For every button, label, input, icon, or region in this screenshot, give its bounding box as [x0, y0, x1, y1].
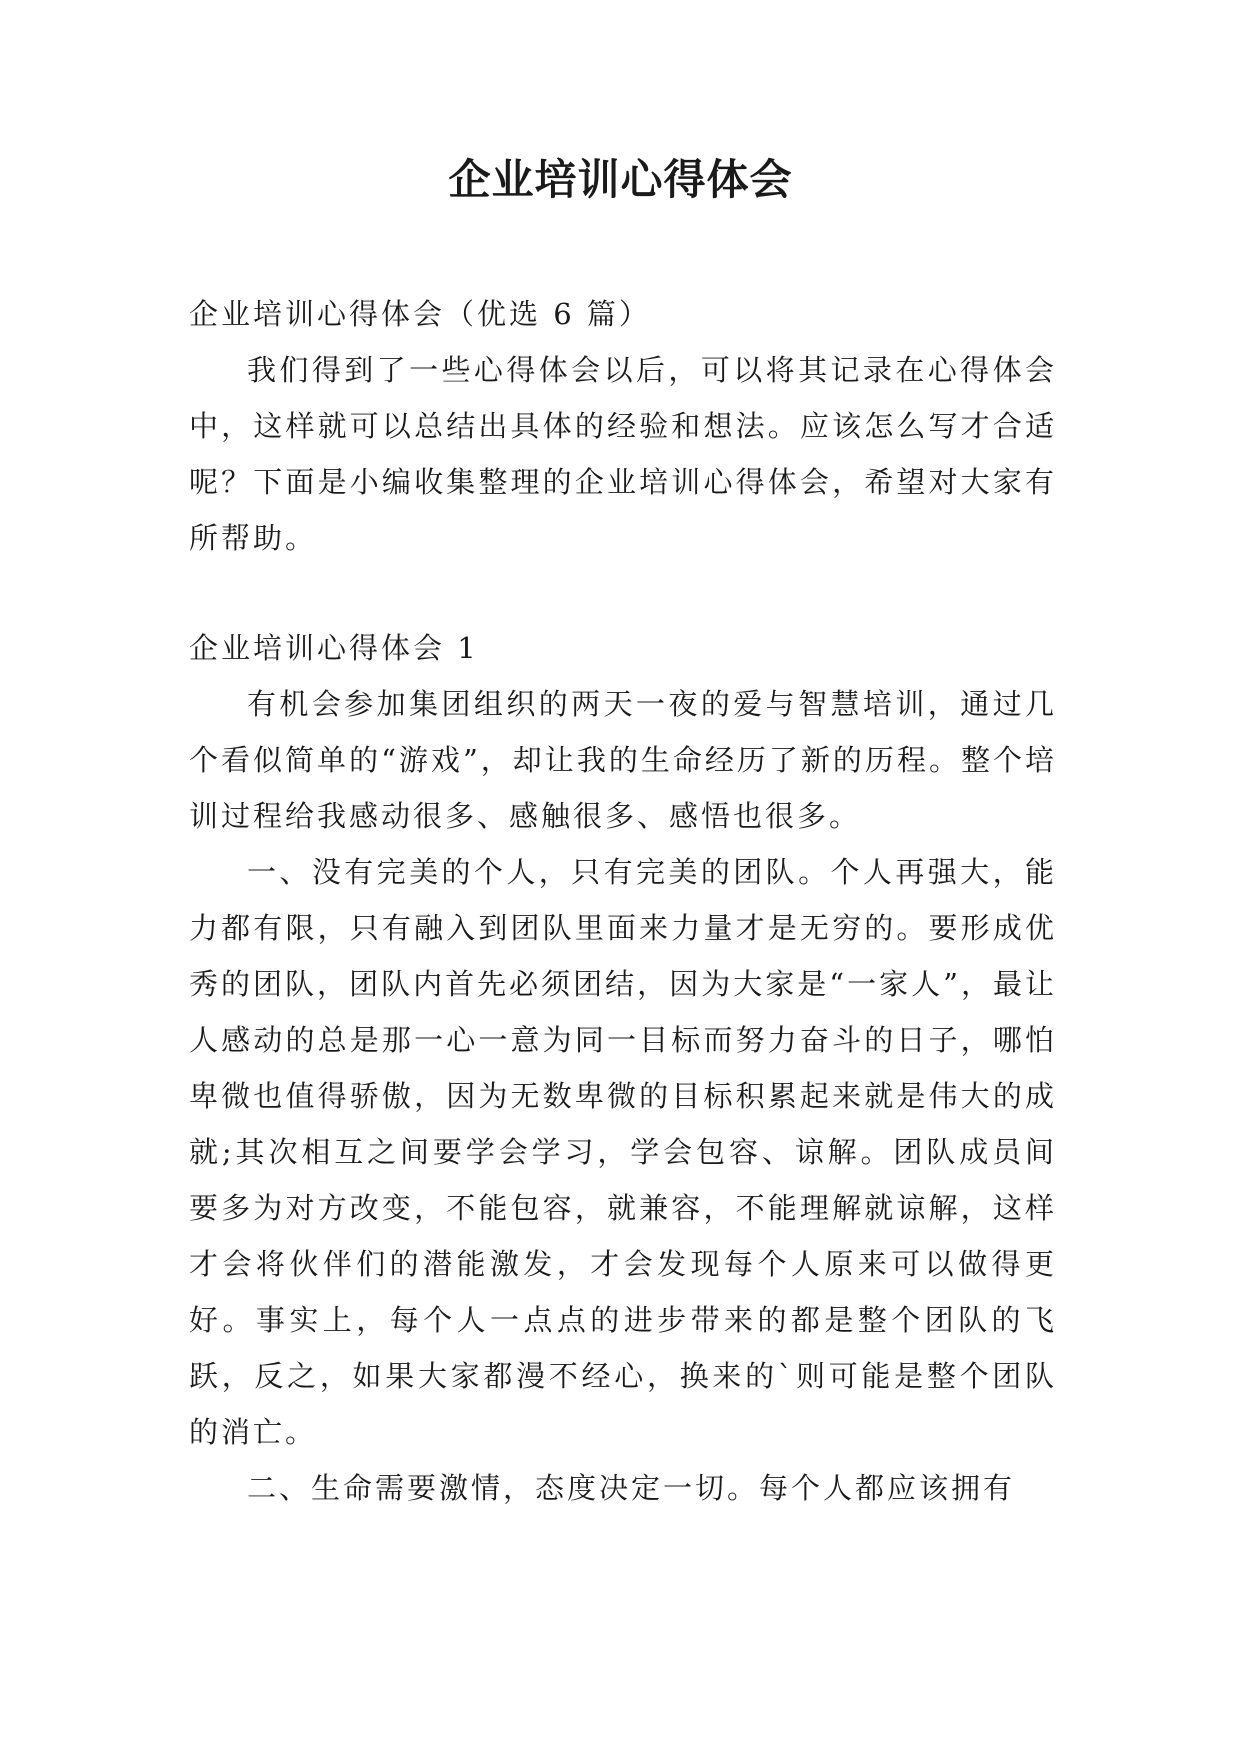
intro-paragraph: 我们得到了一些心得体会以后，可以将其记录在心得体会中，这样就可以总结出具体的经验和想法。应该怎么写才合适呢？下面是小编收集整理的企业培训心得体会，希望对大家有所帮助。: [189, 353, 1057, 555]
section-spacer: [189, 566, 1057, 620]
body-paragraph: 一、没有完美的个人，只有完美的团队。个人再强大，能力都有限，只有融入到团队里面来力量才是无穷的。要形成优秀的团队，团队内首先必须团结，因为大家是“一家人”，最让人感动的总是那一心一意为同一目标而努力奋斗的日子，哪怕卑微也值得骄傲，因为无数卑微的目标积累起来就是伟大的成就;其次相互之间要学会学习，学会包容、谅解。团队成员间要多为对方改变，不能包容，就兼容，不能理解就谅解，这样才会将伙伴们的潜能激发，才会发现每个人原来可以做得更好。事实上，每个人一点点的进步带来的都是整个团队的飞跃，反之，如果大家都漫不经心，换来的`则可能是整个团队的消亡。: [189, 855, 1057, 1449]
document-subtitle: 企业培训心得体会（优选 6 篇）: [189, 297, 651, 331]
section-heading: 企业培训心得体会 1: [189, 631, 479, 665]
document-title: 企业培训心得体会: [448, 155, 793, 204]
body-paragraph: 二、生命需要激情，态度决定一切。每个人都应该拥有: [247, 1471, 1016, 1505]
document-body: [189, 286, 1057, 1516]
body-paragraph: 有机会参加集团组织的两天一夜的爱与智慧培训，通过几个看似简单的“游戏”，却让我的生命经历了新的历程。整个培训过程给我感动很多、感触很多、感悟也很多。: [189, 687, 1057, 833]
